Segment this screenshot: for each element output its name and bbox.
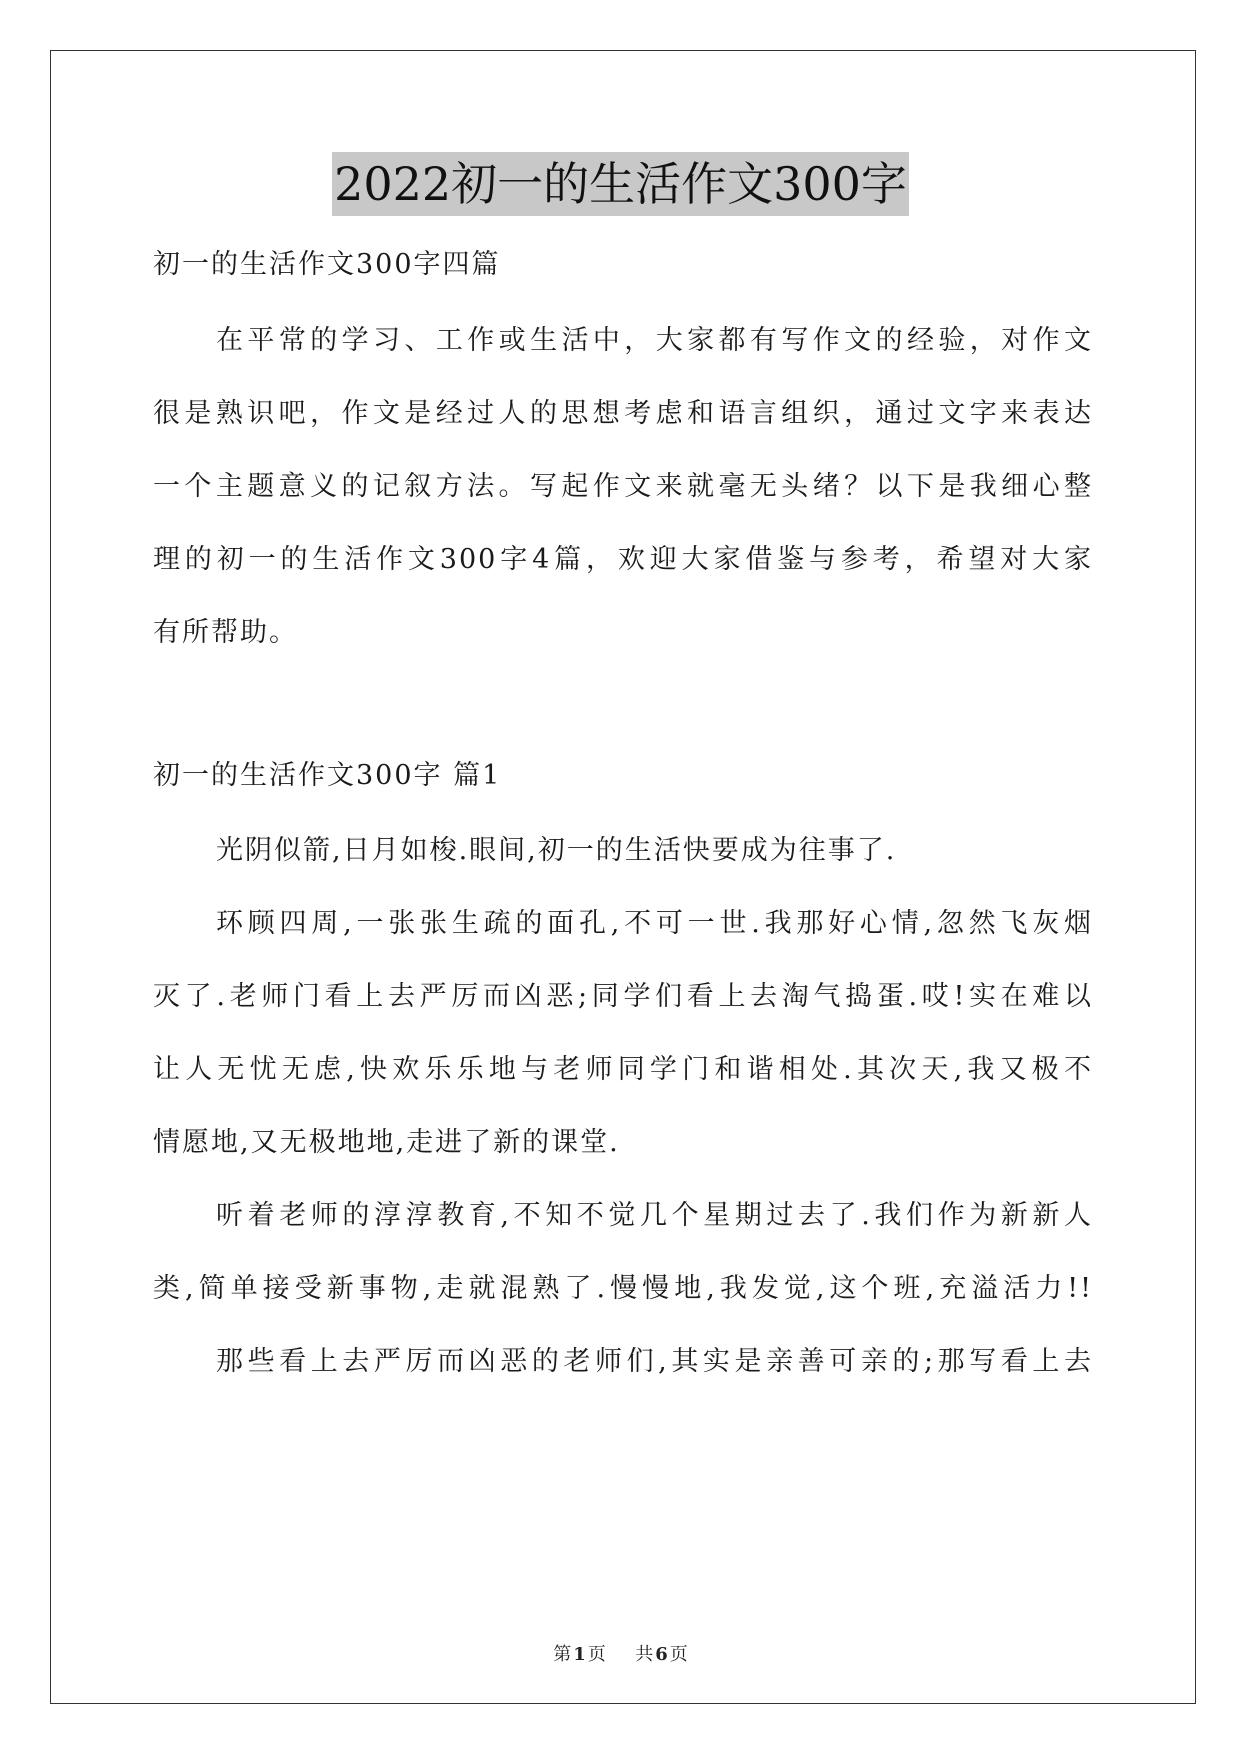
page-indicator bbox=[553, 1640, 606, 1666]
section-heading: 初一的生活作文300字 篇1 bbox=[153, 760, 502, 791]
total-prefix: 共 bbox=[635, 1644, 654, 1665]
page-prefix: 第 bbox=[553, 1644, 572, 1665]
section-line: 让人无忧无虑,快欢乐乐地与老师同学门和谐相处.其次天,我又极不 bbox=[153, 1054, 1093, 1085]
section-line: 听着老师的淳淳教育,不知不觉几个星期过去了.我们作为新新人 bbox=[216, 1200, 1093, 1231]
current-page-number: 1 bbox=[573, 1644, 586, 1665]
intro-line: 在平常的学习、工作或生活中，大家都有写作文的经验，对作文 bbox=[216, 325, 1093, 356]
document-title: 2022初一的生活作文300字 bbox=[332, 152, 909, 216]
intro-line: 一个主题意义的记叙方法。写起作文来就毫无头绪？以下是我细心整 bbox=[153, 471, 1093, 502]
intro-line: 理的初一的生活作文300字4篇，欢迎大家借鉴与参考，希望对大家 bbox=[153, 544, 1093, 575]
total-pages-number: 6 bbox=[655, 1644, 668, 1665]
title-container bbox=[0, 152, 1241, 216]
intro-line: 有所帮助。 bbox=[153, 617, 298, 648]
page-footer bbox=[0, 1640, 1241, 1666]
section-line: 灭了.老师门看上去严厉而凶恶;同学们看上去淘气捣蛋.哎!实在难以 bbox=[153, 981, 1093, 1012]
total-pages-indicator bbox=[635, 1640, 688, 1666]
section-line: 情愿地,又无极地地,走进了新的课堂. bbox=[153, 1127, 620, 1158]
page-suffix: 页 bbox=[587, 1644, 606, 1665]
section-line: 那些看上去严厉而凶恶的老师们,其实是亲善可亲的;那写看上去 bbox=[216, 1346, 1093, 1377]
total-suffix: 页 bbox=[669, 1644, 688, 1665]
section-line: 光阴似箭,日月如梭.眼间,初一的生活快要成为往事了. bbox=[216, 835, 897, 866]
section-line: 类,简单接受新事物,走就混熟了.慢慢地,我发觉,这个班,充溢活力!! bbox=[153, 1273, 1093, 1304]
section-line: 环顾四周,一张张生疏的面孔,不可一世.我那好心情,忽然飞灰烟 bbox=[216, 908, 1093, 939]
intro-line: 很是熟识吧，作文是经过人的思想考虑和语言组织，通过文字来表达 bbox=[153, 398, 1093, 429]
page-border bbox=[50, 50, 1196, 1704]
document-subtitle: 初一的生活作文300字四篇 bbox=[153, 249, 501, 280]
